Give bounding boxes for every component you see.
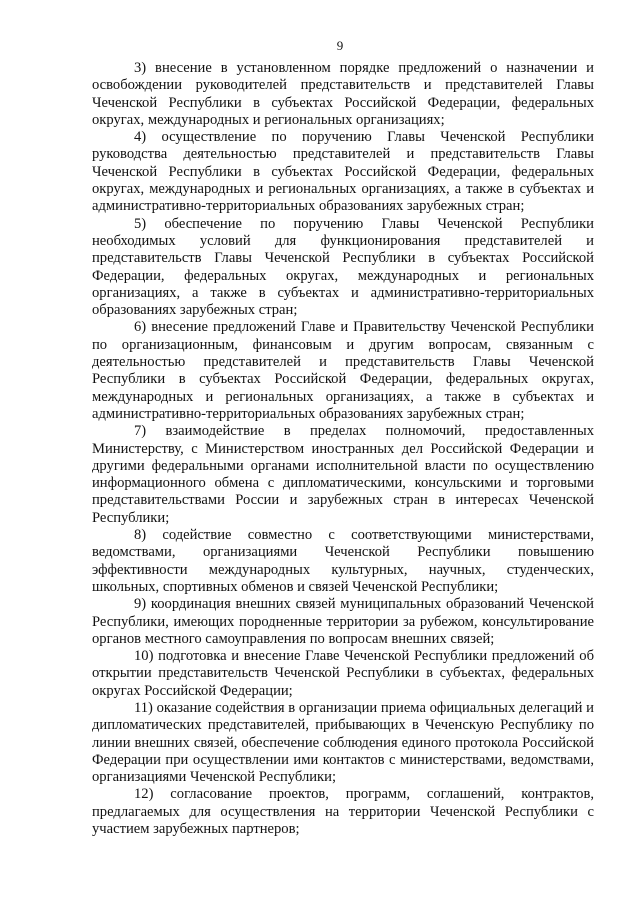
paragraph-item-10: 10) подготовка и внесение Главе Чеченской Республики предложений об открытии представительств Чеченской Республики в субъектах, федеральных округах Российской Федерации; — [92, 648, 594, 699]
page-number: 9 — [336, 38, 344, 53]
paragraph-item-7: 7) взаимодействие в пределах полномочий, предоставленных Министерству, с Министерством иностранных дел Российской Федерации и другими федеральными органами исполнительной власти по осуществлению информационного обмена с дипломатическими, консульскими и торговыми представительствами России и зарубежных стран в интересах Чеченской Республики; — [92, 423, 594, 526]
paragraph-item-9: 9) координация внешних связей муниципальных образований Чеченской Республики, имеющих породненные территории за рубежом, консультирование органов местного самоуправления по вопросам внешних связей; — [92, 596, 594, 647]
paragraph-item-4: 4) осуществление по поручению Главы Чеченской Республики руководства деятельностью представителей и представительств Главы Чеченской Республики в субъектах Российской Федерации, федеральных округах, международных и региональных организациях, а также в субъектах и административно-территориальных образованиях зарубежных стран; — [92, 129, 594, 215]
document-body — [92, 60, 594, 838]
paragraph-item-3: 3) внесение в установленном порядке предложений о назначении и освобождении руководителей представительств и представителей Главы Чеченской Республики в субъектах Российской Федерации, федеральных округах, международных и региональных организациях; — [92, 60, 594, 128]
paragraph-item-6: 6) внесение предложений Главе и Правительству Чеченской Республики по организационным, финансовым и другим вопросам, связанным с деятельностью представителей и представительств Главы Чеченской Республики в субъектах Российской Федерации, федеральных округах, международных и региональных организациях, а также в субъектах и административно-территориальных образованиях зарубежных стран; — [92, 319, 594, 422]
paragraph-item-11: 11) оказание содействия в организации приема официальных делегаций и дипломатических представителей, прибывающих в Чеченскую Республику по линии внешних связей, обеспечение соблюдения единого протокола Российской Федерации при осуществлении ими контактов с министерствами, ведомствами, организациями Чеченской Республики; — [92, 699, 594, 786]
paragraph-item-8: 8) содействие совместно с соответствующими министерствами, ведомствами, организациями Чеченской Республики повышению эффективности международных культурных, научных, студенческих, школьных, спортивных обменов и связей Чеченской Республики; — [92, 527, 594, 595]
paragraph-item-12: 12) согласование проектов, программ, соглашений, контрактов, предлагаемых для осуществления на территории Чеченской Республики с участием зарубежных партнеров; — [92, 786, 594, 838]
paragraph-item-5: 5) обеспечение по поручению Главы Чеченской Республики необходимых условий для функционирования представителей и представительств Главы Чеченской Республики в субъектах Российской Федерации, федеральных округах, международных и региональных организациях, а также в субъектах и административно-территориальных образованиях зарубежных стран; — [92, 215, 594, 319]
